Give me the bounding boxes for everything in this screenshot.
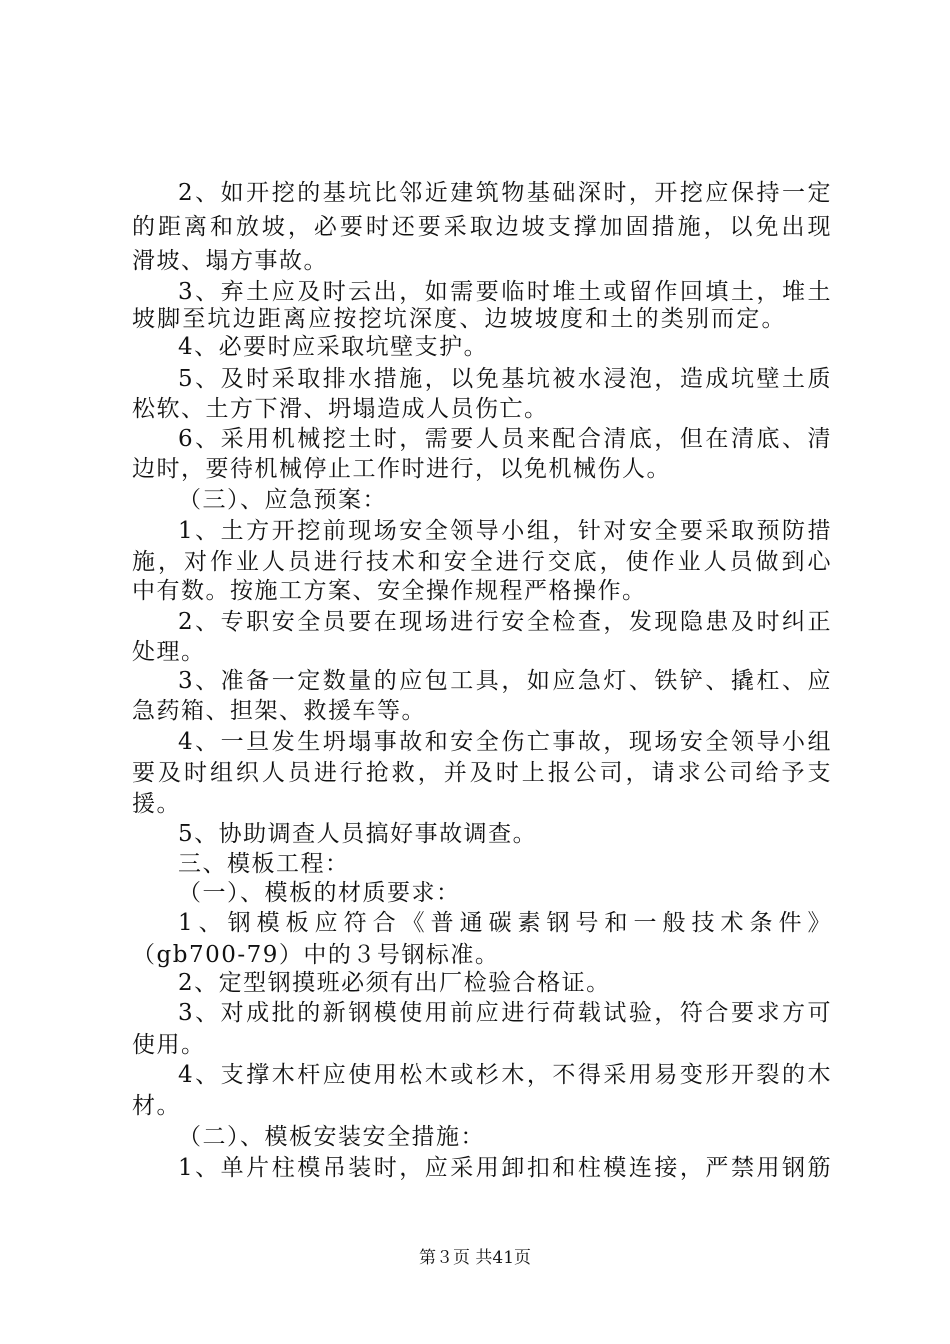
text-line: 施，对作业人员进行技术和安全进行交底，使作业人员做到心 [132,549,832,575]
text-line: 坡脚至坑边距离应按挖坑深度、边坡坡度和土的类别而定。 [132,306,786,332]
text-line: 处理。 [132,639,206,665]
section-heading: （三）、应急预案： [178,487,387,513]
text-line: 1、钢模板应符合《普通碳素钢号和一般技术条件》 [178,910,832,936]
text-line: 1、土方开挖前现场安全领导小组，针对安全要采取预防措 [178,518,832,544]
text-line: 3、准备一定数量的应包工具，如应急灯、铁铲、撬杠、应 [178,668,832,694]
text-line: 松软、土方下滑、坍塌造成人员伤亡。 [132,396,549,422]
section-heading: （二）、模板安装安全措施： [178,1124,485,1150]
text-line: 2、专职安全员要在现场进行安全检查，发现隐患及时纠正 [178,609,832,635]
text-line: 6、采用机械挖土时，需要人员来配合清底，但在清底、清 [178,426,832,452]
text-line: 3、弃土应及时云出，如需要临时堆土或留作回填土，堆土 [178,279,832,305]
text-line: 要及时组织人员进行抢救，并及时上报公司，请求公司给予支 [132,760,832,786]
section-heading: 三、模板工程： [178,851,350,877]
text-line: 急药箱、担架、救援车等。 [132,698,426,724]
text-line: 使用。 [132,1032,206,1058]
text-line: 援。 [132,791,181,817]
text-line: 4、必要时应采取坑壁支护。 [178,334,489,360]
text-line: 滑坡、塌方事故。 [132,248,328,274]
text-line: （gb700-79）中的３号钢标准。 [132,942,500,968]
text-line: 中有数。按施工方案、安全操作规程严格操作。 [132,578,647,604]
text-line: 4、支撑木杆应使用松木或杉木，不得采用易变形开裂的木 [178,1062,832,1088]
page-number-footer: 第３页 共41页 [418,1248,532,1268]
text-line: 的距离和放坡，必要时还要采取边坡支撑加固措施，以免出现 [132,214,832,240]
text-line: 5、协助调查人员搞好事故调查。 [178,821,538,847]
text-line: 材。 [132,1093,181,1119]
text-line: 边时，要待机械停止工作时进行，以免机械伤人。 [132,456,671,482]
section-heading: （一）、模板的材质要求： [178,880,461,906]
text-line: 2、如开挖的基坑比邻近建筑物基础深时，开挖应保持一定 [178,180,832,206]
text-line: 1、单片柱模吊装时，应采用卸扣和柱模连接，严禁用钢筋 [178,1155,832,1181]
text-line: 4、一旦发生坍塌事故和安全伤亡事故，现场安全领导小组 [178,729,832,755]
text-line: 3、对成批的新钢模使用前应进行荷载试验，符合要求方可 [178,1000,832,1026]
text-line: 5、及时采取排水措施，以免基坑被水浸泡，造成坑壁土质 [178,366,832,392]
text-line: 2、定型钢摸班必须有出厂检验合格证。 [178,970,611,996]
